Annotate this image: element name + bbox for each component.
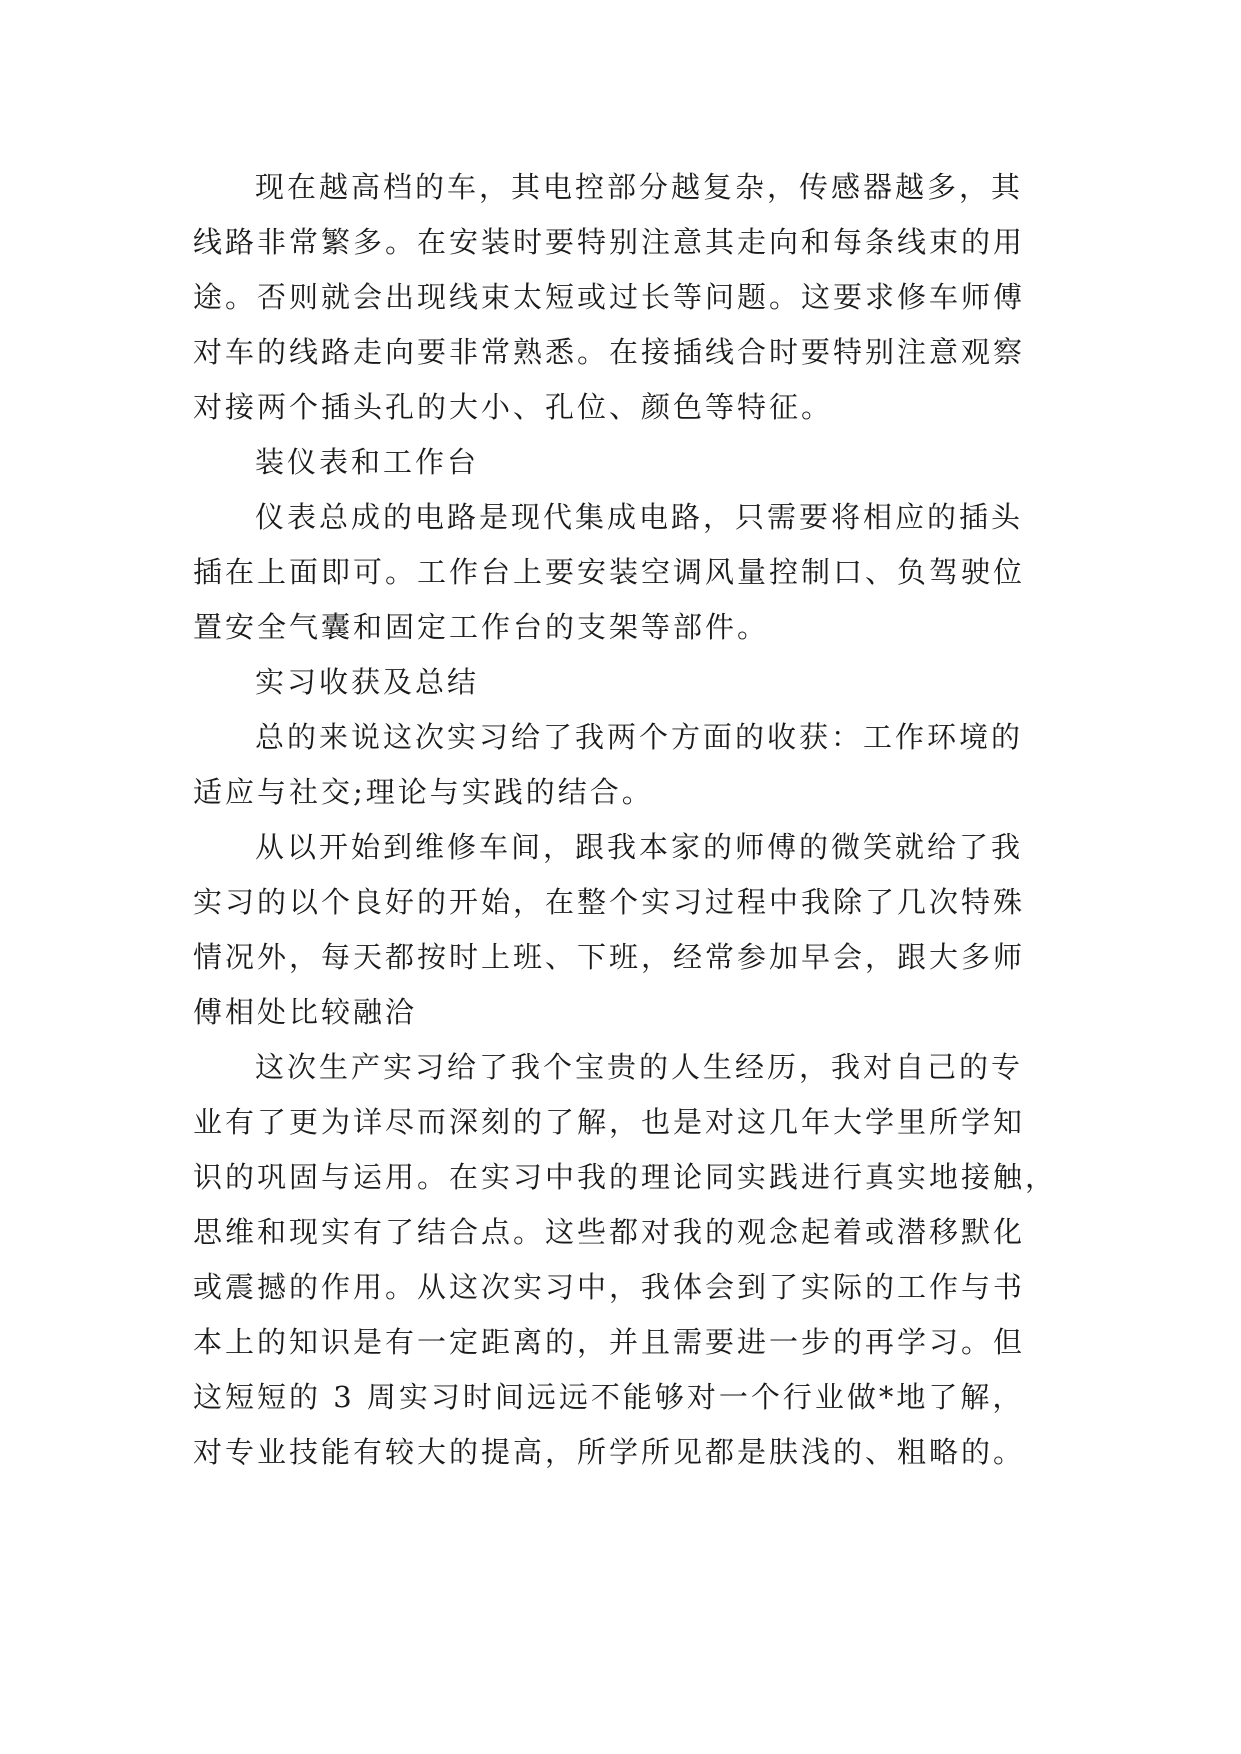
- paragraph-line: 对车的线路走向要非常熟悉。在接插线合时要特别注意观察: [193, 335, 1026, 369]
- section-heading-summary: 实习收获及总结: [255, 665, 480, 699]
- paragraph-line: 情况外，每天都按时上班、下班，经常参加早会，跟大多师: [193, 940, 1026, 974]
- paragraph-line: 现在越高档的车，其电控部分越复杂，传感器越多，其: [255, 170, 1024, 204]
- paragraph-line: 傅相处比较融洽: [193, 995, 418, 1029]
- section-heading-instrument: 装仪表和工作台: [255, 445, 480, 479]
- paragraph-line: 识的巩固与运用。在实习中我的理论同实践进行真实地接触，: [193, 1160, 1058, 1194]
- paragraph-line: 思维和现实有了结合点。这些都对我的观念起着或潜移默化: [193, 1215, 1026, 1249]
- paragraph-line: 或震撼的作用。从这次实习中，我体会到了实际的工作与书: [193, 1270, 1026, 1304]
- paragraph-wiring: [193, 160, 1055, 435]
- paragraph-experience: [193, 1040, 1058, 1480]
- paragraph-line: 对接两个插头孔的大小、孔位、颜色等特征。: [193, 390, 834, 424]
- paragraph-line: 对专业技能有较大的提高，所学所见都是肤浅的、粗略的。: [193, 1435, 1026, 1469]
- paragraph-line: 业有了更为详尽而深刻的了解，也是对这几年大学里所学知: [193, 1105, 1026, 1139]
- paragraph-line: 总的来说这次实习给了我两个方面的收获：工作环境的: [255, 720, 1024, 754]
- paragraph-line: 途。否则就会出现线束太短或过长等问题。这要求修车师傅: [193, 280, 1026, 314]
- paragraph-line: 适应与社交;理论与实践的结合。: [193, 775, 654, 809]
- paragraph-line: 这短短的 3 周实习时间远远不能够对一个行业做*地了解，: [193, 1380, 1025, 1414]
- paragraph-line: 线路非常繁多。在安装时要特别注意其走向和每条线束的用: [193, 225, 1026, 259]
- paragraph-line: 实习的以个良好的开始，在整个实习过程中我除了几次特殊: [193, 885, 1026, 919]
- paragraph-line: 本上的知识是有一定距离的，并且需要进一步的再学习。但: [193, 1325, 1026, 1359]
- paragraph-workshop: [193, 820, 1055, 1040]
- document-body: [193, 160, 1058, 1480]
- paragraph-line: 从以开始到维修车间，跟我本家的师傅的微笑就给了我: [255, 830, 1024, 864]
- paragraph-line: 仪表总成的电路是现代集成电路，只需要将相应的插头: [255, 500, 1024, 534]
- paragraph-line: 这次生产实习给了我个宝贵的人生经历，我对自己的专: [255, 1050, 1024, 1084]
- paragraph-instrument: [193, 490, 1055, 655]
- paragraph-line: 插在上面即可。工作台上要安装空调风量控制口、负驾驶位: [193, 555, 1026, 589]
- paragraph-line: 置安全气囊和固定工作台的支架等部件。: [193, 610, 770, 644]
- paragraph-gains: [193, 710, 1055, 820]
